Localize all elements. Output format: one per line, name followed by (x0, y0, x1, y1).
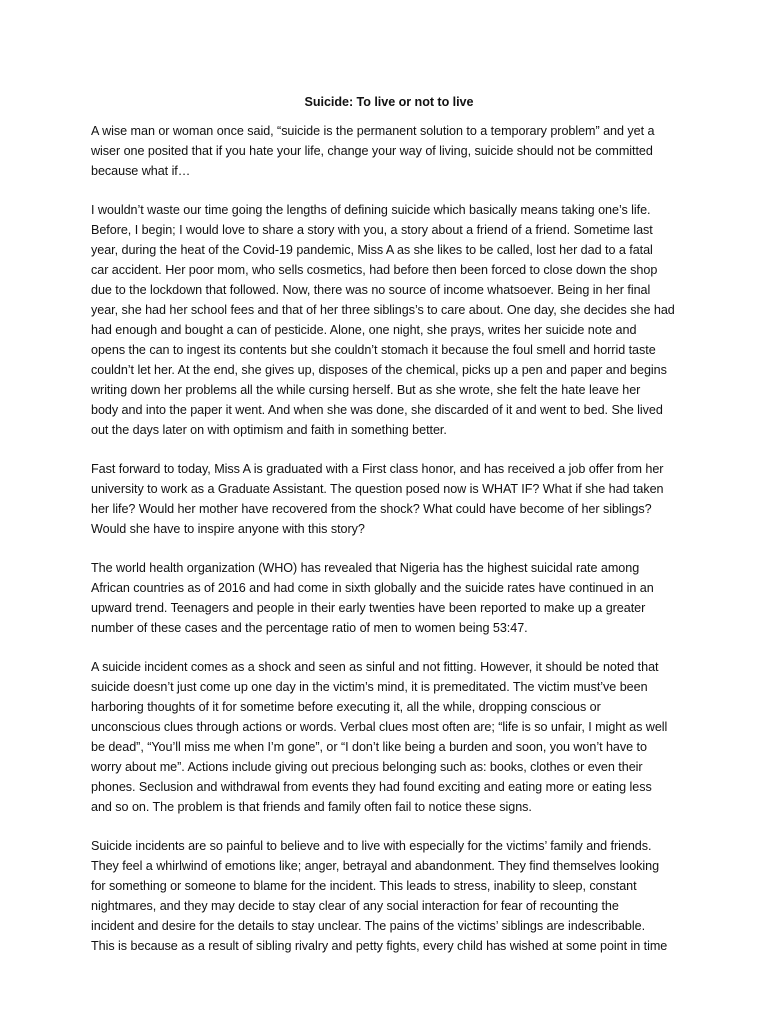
text-line: Would she have to inspire anyone with this story? (91, 522, 365, 536)
text-line: wiser one posited that if you hate your life, change your way of living, suicide should not be committed (91, 144, 653, 158)
text-line: because what if… (91, 164, 191, 178)
document-page (91, 92, 687, 975)
text-line: out the days later on with optimism and faith in something better. (91, 423, 447, 437)
text-line: suicide doesn’t just come up one day in the victim’s mind, it is premeditated. The victim must’ve been (91, 680, 648, 694)
paragraph (91, 558, 687, 638)
text-line: worry about me”. Actions include giving out precious belonging such as: books, clothes or even their (91, 760, 643, 774)
text-line: unconscious clues through actions or words. Verbal clues most often are; “life is so unfair, I might as well (91, 720, 668, 734)
text-line: due to the lockdown that followed. Now, there was no source of income whatsoever. Being in her final (91, 283, 651, 297)
text-line: be dead”, “You’ll miss me when I’m gone”, or “I don’t like being a burden and soon, you won’t have to (91, 740, 647, 754)
text-line: Before, I begin; I would love to share a story with you, a story about a friend of a friend. Sometime last (91, 223, 653, 237)
text-line: university to work as a Graduate Assistant. The question posed now is WHAT IF? What if she had taken (91, 482, 664, 496)
text-line: upward trend. Teenagers and people in their early twenties have been reported to make up a greater (91, 601, 646, 615)
text-line: year, during the heat of the Covid-19 pandemic, Miss A as she likes to be called, lost her dad to a fatal (91, 243, 653, 257)
paragraph (91, 200, 687, 440)
text-line: Suicide incidents are so painful to believe and to live with especially for the victims’ family and friends. (91, 839, 652, 853)
text-line: body and into the paper it went. And when she was done, she discarded of it and went to bed. She lived (91, 403, 663, 417)
text-line: for something or someone to blame for the incident. This leads to stress, inability to sleep, constant (91, 879, 637, 893)
text-line: car accident. Her poor mom, who sells cosmetics, had before then been forced to close down the shop (91, 263, 658, 277)
text-line: The world health organization (WHO) has revealed that Nigeria has the highest suicidal rate among (91, 561, 640, 575)
text-line: incident and desire for the details to stay unclear. The pains of the victims’ siblings are indescribable. (91, 919, 646, 933)
text-line: had enough and bought a can of pesticide. Alone, one night, she prays, writes her suicide note and (91, 323, 637, 337)
text-line: opens the can to ingest its contents but she couldn’t stomach it because the foul smell and horrid taste (91, 343, 656, 357)
text-line: number of these cases and the percentage ratio of men to women being 53:47. (91, 621, 528, 635)
document-body (91, 121, 687, 956)
text-line: and so on. The problem is that friends and family often fail to notice these signs. (91, 800, 532, 814)
text-line: writing down her problems all the while cursing herself. But as she wrote, she felt the hate leave her (91, 383, 641, 397)
paragraph (91, 657, 687, 817)
text-line: Fast forward to today, Miss A is graduated with a First class honor, and has received a job offer from her (91, 462, 664, 476)
text-line: They feel a whirlwind of emotions like; anger, betrayal and abandonment. They find themselves looking (91, 859, 660, 873)
text-line: her life? Would her mother have recovered from the shock? What could have become of her siblings? (91, 502, 652, 516)
text-line: phones. Seclusion and withdrawal from events they had found exciting and eating more or eating less (91, 780, 652, 794)
paragraph (91, 459, 687, 539)
text-line: A suicide incident comes as a shock and seen as sinful and not fitting. However, it should be noted that (91, 660, 659, 674)
text-line: African countries as of 2016 and had come in sixth globally and the suicide rates have continued in an (91, 581, 654, 595)
text-line: This is because as a result of sibling rivalry and petty fights, every child has wished at some point in time (91, 939, 668, 953)
text-line: nightmares, and they may decide to stay clear of any social interaction for fear of recounting the (91, 899, 619, 913)
text-line: harboring thoughts of it for sometime before executing it, all the while, dropping conscious or (91, 700, 601, 714)
paragraph (91, 836, 687, 956)
text-line: couldn’t let her. At the end, she gives up, disposes of the chemical, picks up a pen and paper and begins (91, 363, 667, 377)
text-line: year, she had her school fees and that of her three siblings’s to care about. One day, she decides she had (91, 303, 675, 317)
document-title: Suicide: To live or not to live (304, 95, 474, 109)
text-line: A wise man or woman once said, “suicide is the permanent solution to a temporary problem” and yet a (91, 124, 655, 138)
text-line: I wouldn’t waste our time going the lengths of defining suicide which basically means taking one’s life. (91, 203, 651, 217)
paragraph (91, 121, 687, 181)
